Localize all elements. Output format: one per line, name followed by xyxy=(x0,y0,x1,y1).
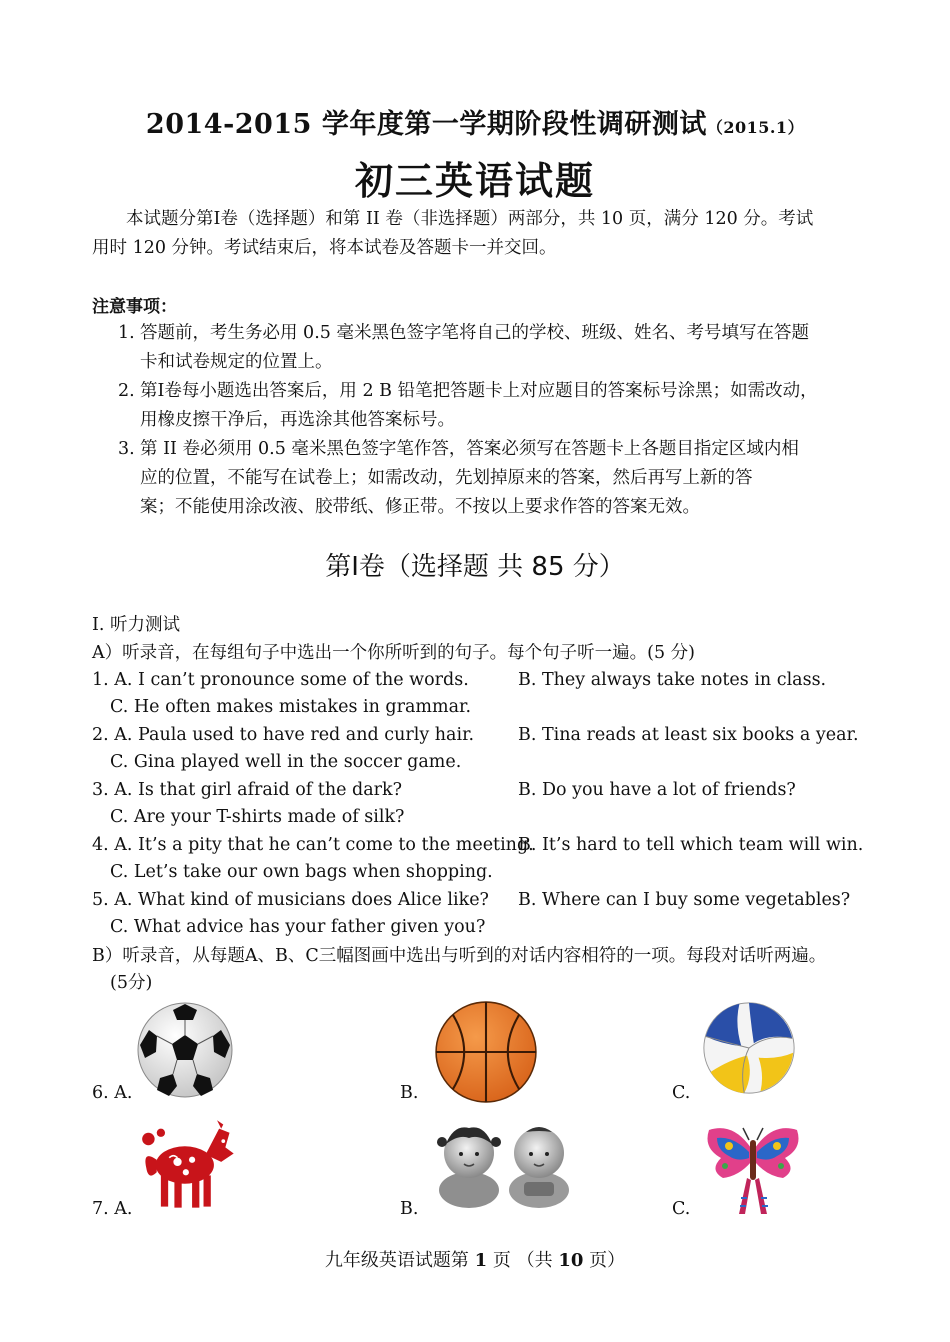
butterfly-kite-icon xyxy=(700,1118,806,1218)
notice-heading: 注意事项： xyxy=(92,297,177,317)
question-7-label-b: B. xyxy=(400,1199,419,1219)
paper-cut-horse-icon xyxy=(138,1118,242,1212)
volleyball-icon xyxy=(700,1000,798,1096)
question-3-option-c: C. Are your T-shirts made of silk? xyxy=(110,807,405,827)
notice-text: 第 II 卷必须用 0.5 毫米黑色签字笔作答，答案必须写在答题卡上各题目指定区域内相 xyxy=(140,439,799,459)
notice-text: 第Ⅰ卷每小题选出答案后，用 2 B 铅笔把答题卡上对应题目的答案标号涂黑；如需改动， xyxy=(140,381,818,401)
notice-text: 用橡皮擦干净后，再选涂其他答案标号。 xyxy=(140,410,455,430)
footer-prefix: 九年级英语试题第 xyxy=(324,1250,469,1271)
question-1-option-b: B. They always take notes in class. xyxy=(518,670,827,690)
question-3-option-a: 3. A. Is that girl afraid of the dark? xyxy=(92,780,402,800)
footer-page-number: 1 xyxy=(474,1250,488,1271)
question-4-option-b: B. It’s hard to tell which team will win. xyxy=(518,835,864,855)
question-1-option-a: 1. A. I can’t pronounce some of the words. xyxy=(92,670,469,690)
notice-num: 2. xyxy=(118,381,135,401)
question-7-label-a: 7. A. xyxy=(92,1199,133,1219)
question-5-option-b: B. Where can I buy some vegetables? xyxy=(518,890,851,910)
question-4-option-a: 4. A. It’s a pity that he can’t come to the meeting. xyxy=(92,835,534,855)
notice-text: 案；不能使用涂改液、胶带纸、修正带。不按以上要求作答的答案无效。 xyxy=(140,497,700,517)
footer-mid: 页 （共 xyxy=(492,1250,553,1271)
question-7-label-c: C. xyxy=(672,1199,691,1219)
question-3-option-b: B. Do you have a lot of friends? xyxy=(518,780,796,800)
question-2-option-a: 2. A. Paula used to have red and curly hair. xyxy=(92,725,475,745)
question-6-label-c: C. xyxy=(672,1083,691,1103)
intro-line-2: 用时 120 分钟。考试结束后，将本试卷及答题卡一并交回。 xyxy=(92,238,557,258)
exam-title xyxy=(0,102,950,141)
question-5-option-a: 5. A. What kind of musicians does Alice like? xyxy=(92,890,489,910)
part-heading: I. 听力测试 xyxy=(92,615,181,635)
notice-num: 1. xyxy=(118,323,135,343)
notice-item-2 xyxy=(118,377,870,435)
part-b-instruction-cont: (5分) xyxy=(110,973,153,993)
notice-text: 答题前，考生务必用 0.5 毫米黑色签字笔将自己的学校、班级、姓名、考号填写在答题 xyxy=(140,323,809,343)
notice-num: 3. xyxy=(118,439,135,459)
basketball-icon xyxy=(434,1000,538,1104)
part-a-instruction: A）听录音，在每组句子中选出一个你所听到的句子。每个句子听一遍。(5 分) xyxy=(92,643,695,663)
notice-item-1 xyxy=(118,319,870,377)
question-4-option-c: C. Let’s take our own bags when shopping. xyxy=(110,862,493,882)
soccer-ball-icon xyxy=(134,1000,236,1100)
question-5-option-c: C. What advice has your father given you? xyxy=(110,917,486,937)
page-footer xyxy=(0,1246,950,1272)
clay-dolls-icon xyxy=(434,1118,574,1210)
intro-line-1: 本试题分第Ⅰ卷（选择题）和第 II 卷（非选择题）两部分，共 10 页，满分 120 分。考试 xyxy=(126,209,814,229)
question-6-label-a: 6. A. xyxy=(92,1083,133,1103)
subject-title: 初三英语试题 xyxy=(354,158,595,203)
question-2-option-c: C. Gina played well in the soccer game. xyxy=(110,752,462,772)
question-2-option-b: B. Tina reads at least six books a year. xyxy=(518,725,859,745)
question-1-option-c: C. He often makes mistakes in grammar. xyxy=(110,697,472,717)
question-6-label-b: B. xyxy=(400,1083,419,1103)
part-b-instruction: B）听录音，从每题A、B、C三幅图画中选出与听到的对话内容相符的一项。每段对话听两遍。 xyxy=(92,946,827,966)
notice-item-3 xyxy=(118,435,870,522)
notice-text: 卡和试卷规定的位置上。 xyxy=(140,352,333,372)
exam-title-date: （2015.1） xyxy=(706,118,805,137)
notice-text: 应的位置，不能写在试卷上；如需改动，先划掉原来的答案，然后再写上新的答 xyxy=(140,468,753,488)
footer-suffix: 页） xyxy=(589,1250,626,1271)
footer-total-pages: 10 xyxy=(558,1250,584,1271)
section-title: 第Ⅰ卷（选择题 共 85 分） xyxy=(325,552,625,582)
exam-title-main: 2014-2015 学年度第一学期阶段性调研测试 xyxy=(145,109,707,140)
